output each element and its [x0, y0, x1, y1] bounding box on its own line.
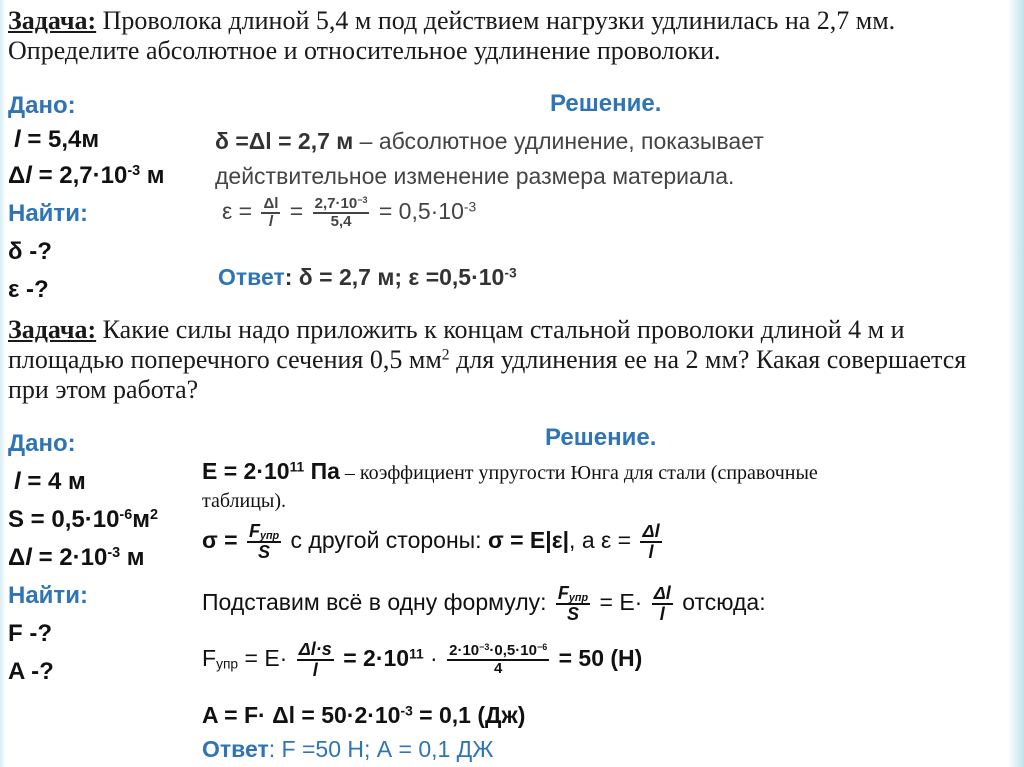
- given2-find-title: Найти:: [8, 582, 88, 609]
- solution2-force-calc: $F_{упр} = E\cdot$ $\frac{\Delta l\cdot s}{l}$ = $2\cdot 10^{11}$ · $\frac{2\cdot 10^{-3}\cdot 0,5\cdot 10^{-6}}{4}$ = 50 (Н): [202, 639, 643, 680]
- solution1-line1: δ =Δl = 2,7 м – абсолютное удлинение, показывает: [215, 128, 764, 154]
- given2-elongation: $\Delta l = 2\cdot 10^{-3}$ м: [8, 544, 145, 571]
- given2-area: $S = 0,5\cdot 10^{-6}м^2$: [8, 506, 158, 533]
- given1-find-eps: ε -?: [8, 276, 49, 303]
- solution1-epsilon-formula: ε = $\frac{\Delta l}{l}$ = $\frac{2,7\cdot 10^{-3}}{5,4}$ = $0,5\cdot 10^{-3}$: [222, 195, 477, 230]
- given1-find-title: Найти:: [8, 200, 88, 227]
- task1-text: Проволока длиной 5,4 м под действием нагрузки удлинилась на 2,7 мм. Определите абсолютное и относительное удлинение проволоки.: [8, 6, 896, 65]
- solution2-young-modulus: $E = 2\cdot 10^{11}$ Па – коэффициент упругости Юнга для стали (справочные: [202, 458, 818, 484]
- solution2-answer: Ответ: F =50 Н; А = 0,1 ДЖ: [202, 736, 494, 762]
- task2-statement: Задача: Какие силы надо приложить к концам стальной проволоки длиной 4 м и площадью поперечного сечения 0,5 $мм^2$ для удлинения ее на 2 мм? Какая совершается при этом работа?: [8, 315, 967, 404]
- given2-find-work: A -?: [8, 658, 54, 685]
- solution1-answer: Ответ: δ = 2,7 м; $\varepsilon =0,5\cdot 10^{-3}$: [218, 264, 517, 290]
- given2-title: Дано:: [8, 430, 76, 457]
- solution1-title: Решение.: [550, 90, 662, 117]
- solution2-substitute: Подставим всё в одну формулу: $\frac{F_{упр}}{S}$ = E· $\frac{\Delta l}{l}$ отсюда:: [202, 583, 766, 624]
- solution2-title: Решение.: [545, 424, 657, 451]
- given2-find-force: F -?: [8, 620, 52, 647]
- given2-length: l = 4 м: [14, 468, 86, 495]
- given1-title: Дано:: [8, 92, 76, 119]
- slide-left-border: [0, 0, 6, 767]
- task2-label: Задача:: [8, 315, 97, 344]
- solution2-sigma-formula: σ = $\frac{F_{упр}}{S}$ с другой стороны: σ = E|ε|, а ε = $\frac{\Delta l}{l}$: [202, 521, 660, 562]
- slide-right-border: [1008, 0, 1024, 767]
- given1-elongation: $\Delta l = 2,7\cdot 10^{-3}$ м: [8, 162, 165, 189]
- solution2-young-modulus-cont: таблицы).: [202, 490, 287, 512]
- solution2-work-calc: $A = F\cdot \Delta l = 50\cdot 2\cdot 10^{-3} = 0,1$ (Дж): [202, 702, 526, 728]
- given1-length: l = 5,4м: [14, 126, 100, 153]
- given1-find-delta: δ -?: [8, 238, 52, 265]
- task1-label: Задача:: [8, 6, 97, 35]
- solution1-line2: действительное изменение размера материала.: [215, 163, 735, 189]
- task1-statement: [8, 6, 1008, 66]
